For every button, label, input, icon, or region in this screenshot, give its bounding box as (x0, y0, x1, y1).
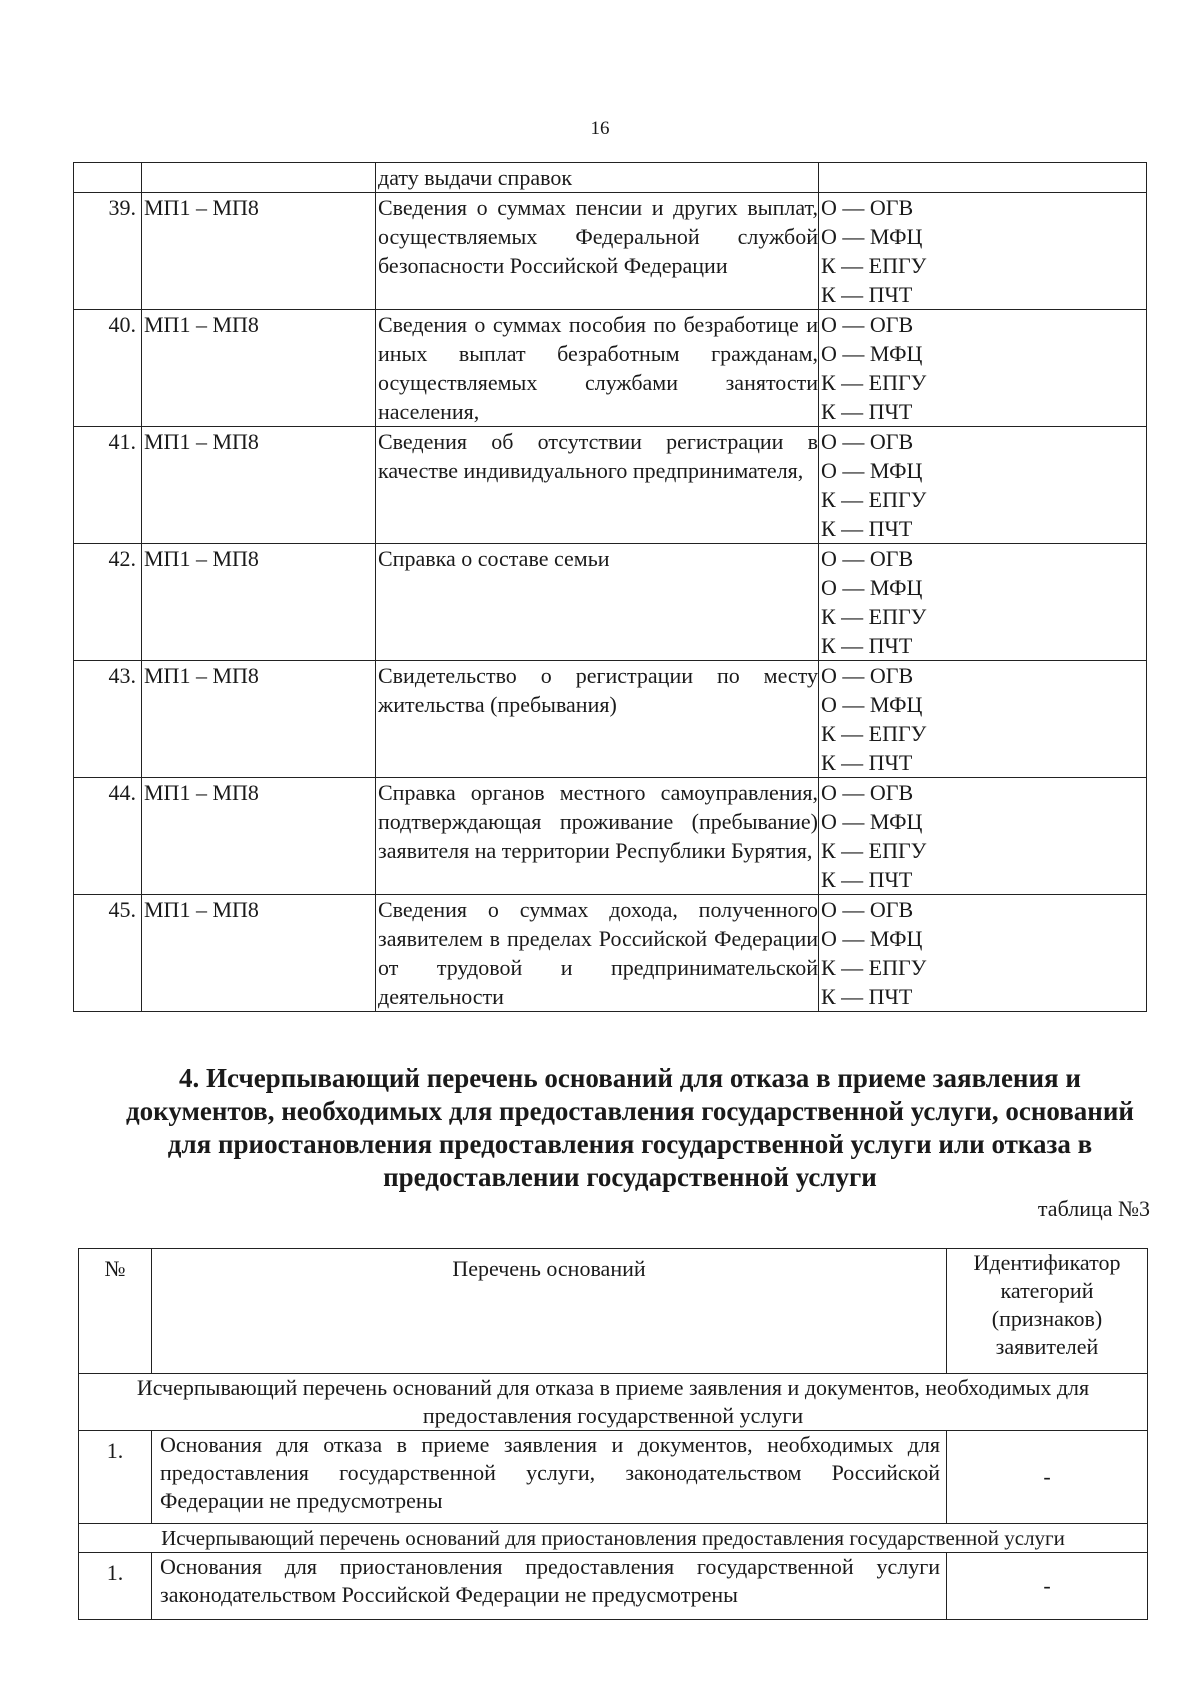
channel-line: О — ОГВ (821, 429, 914, 454)
document-cell: Справка органов местного самоуправления, подтверждающая проживание (пребывание) заявителя на территории Республики Бурятия, (376, 778, 819, 895)
channel-line: О — ОГВ (821, 663, 914, 688)
table-row (74, 427, 1147, 544)
header-list: Перечень оснований (152, 1249, 947, 1374)
code-cell: МП1 – МП8 (142, 427, 376, 544)
channel-line: О — ОГВ (821, 897, 914, 922)
num-cell: 45. (74, 895, 142, 1012)
section-title: 4. Исчерпывающий перечень оснований для отказа в приеме заявления и документов, необходимых для предоставления государственной услуги, оснований для приостановления предоставления государственной услуги или отказа в предоставлении государственной услуги (126, 1063, 1134, 1192)
channel-line: О — МФЦ (821, 458, 923, 483)
channel-line: О — ОГВ (821, 312, 914, 337)
code-cell (142, 163, 376, 193)
header-num: № (79, 1249, 152, 1374)
channel-line: К — ЕПГУ (821, 253, 927, 278)
channel-line: О — ОГВ (821, 546, 914, 571)
channels-cell (819, 193, 1147, 310)
channels-cell (819, 427, 1147, 544)
channel-line: О — ОГВ (821, 195, 914, 220)
channel-line: К — ПЧТ (821, 750, 913, 775)
num-cell: 43. (74, 661, 142, 778)
channel-line: К — ПЧТ (821, 633, 913, 658)
channel-line: К — ПЧТ (821, 399, 913, 424)
grounds-table (78, 1248, 1148, 1620)
document-cell: Сведения о суммах пенсии и других выплат, осуществляемых Федеральной службой безопасности Российской Федерации (376, 193, 819, 310)
reason-cell: Основания для отказа в приеме заявления и документов, необходимых для предоставления государственной услуги, законодательством Российской Федерации не предусмотрены (152, 1431, 947, 1524)
document-cell: дату выдачи справок (376, 163, 819, 193)
group-title: Исчерпывающий перечень оснований для приостановления предоставления государственной услуги (79, 1524, 1148, 1553)
channels-cell (819, 544, 1147, 661)
num-cell: 40. (74, 310, 142, 427)
channel-line: К — ЕПГУ (821, 721, 927, 746)
header-row (79, 1249, 1148, 1374)
channel-line: О — МФЦ (821, 341, 923, 366)
code-cell: МП1 – МП8 (142, 661, 376, 778)
channel-line: К — ЕПГУ (821, 604, 927, 629)
document-cell: Справка о составе семьи (376, 544, 819, 661)
channels-cell (819, 310, 1147, 427)
table-row (74, 661, 1147, 778)
group-title: Исчерпывающий перечень оснований для отказа в приеме заявления и документов, необходимых для предоставления государственной услуги (79, 1374, 1148, 1431)
document-cell: Сведения о суммах пособия по безработице и иных выплат безработным гражданам, осуществляемых службами занятости населения, (376, 310, 819, 427)
channels-cell (819, 163, 1147, 193)
channel-line: О — МФЦ (821, 575, 923, 600)
channel-line: К — ПЧТ (821, 984, 913, 1009)
table-row (74, 895, 1147, 1012)
channel-line: К — ЕПГУ (821, 370, 927, 395)
channels-cell (819, 661, 1147, 778)
channel-line: К — ЕПГУ (821, 955, 927, 980)
table-row (79, 1431, 1148, 1524)
table-row (74, 544, 1147, 661)
channels-cell (819, 778, 1147, 895)
code-cell: МП1 – МП8 (142, 778, 376, 895)
num-cell: 44. (74, 778, 142, 895)
channels-cell (819, 895, 1147, 1012)
table-row (74, 193, 1147, 310)
code-cell: МП1 – МП8 (142, 895, 376, 1012)
group-row (79, 1374, 1148, 1431)
document-cell: Сведения о суммах дохода, полученного заявителем в пределах Российской Федерации от трудовой и предпринимательской деятельности (376, 895, 819, 1012)
channel-line: К — ЕПГУ (821, 487, 927, 512)
channel-line: О — МФЦ (821, 926, 923, 951)
channel-line: К — ЕПГУ (821, 838, 927, 863)
num-cell: 41. (74, 427, 142, 544)
num-cell: 1. (79, 1431, 152, 1524)
table-label: таблица №3 (1037, 1196, 1150, 1221)
num-cell: 39. (74, 193, 142, 310)
channel-line: О — ОГВ (821, 780, 914, 805)
document-cell: Свидетельство о регистрации по месту жительства (пребывания) (376, 661, 819, 778)
header-id: Идентификатор категорий (признаков) заявителей (947, 1249, 1148, 1374)
table-row (74, 163, 1147, 193)
table-row (74, 310, 1147, 427)
channel-line: О — МФЦ (821, 224, 923, 249)
documents-table (73, 162, 1147, 1012)
num-cell: 42. (74, 544, 142, 661)
reason-cell: Основания для приостановления предоставления государственной услуги законодательством Российской Федерации не предусмотрены (152, 1553, 947, 1620)
channel-line: О — МФЦ (821, 692, 923, 717)
table-row (79, 1553, 1148, 1620)
code-cell: МП1 – МП8 (142, 310, 376, 427)
table-row (74, 778, 1147, 895)
code-cell: МП1 – МП8 (142, 193, 376, 310)
document-cell: Сведения об отсутствии регистрации в качестве индивидуального предпринимателя, (376, 427, 819, 544)
channel-line: К — ПЧТ (821, 516, 913, 541)
id-cell: - (947, 1553, 1148, 1620)
page-number: 16 (590, 118, 610, 139)
id-cell: - (947, 1431, 1148, 1524)
channel-line: К — ПЧТ (821, 867, 913, 892)
num-cell (74, 163, 142, 193)
group-row (79, 1524, 1148, 1553)
num-cell: 1. (79, 1553, 152, 1620)
channel-line: О — МФЦ (821, 809, 923, 834)
code-cell: МП1 – МП8 (142, 544, 376, 661)
channel-line: К — ПЧТ (821, 282, 913, 307)
